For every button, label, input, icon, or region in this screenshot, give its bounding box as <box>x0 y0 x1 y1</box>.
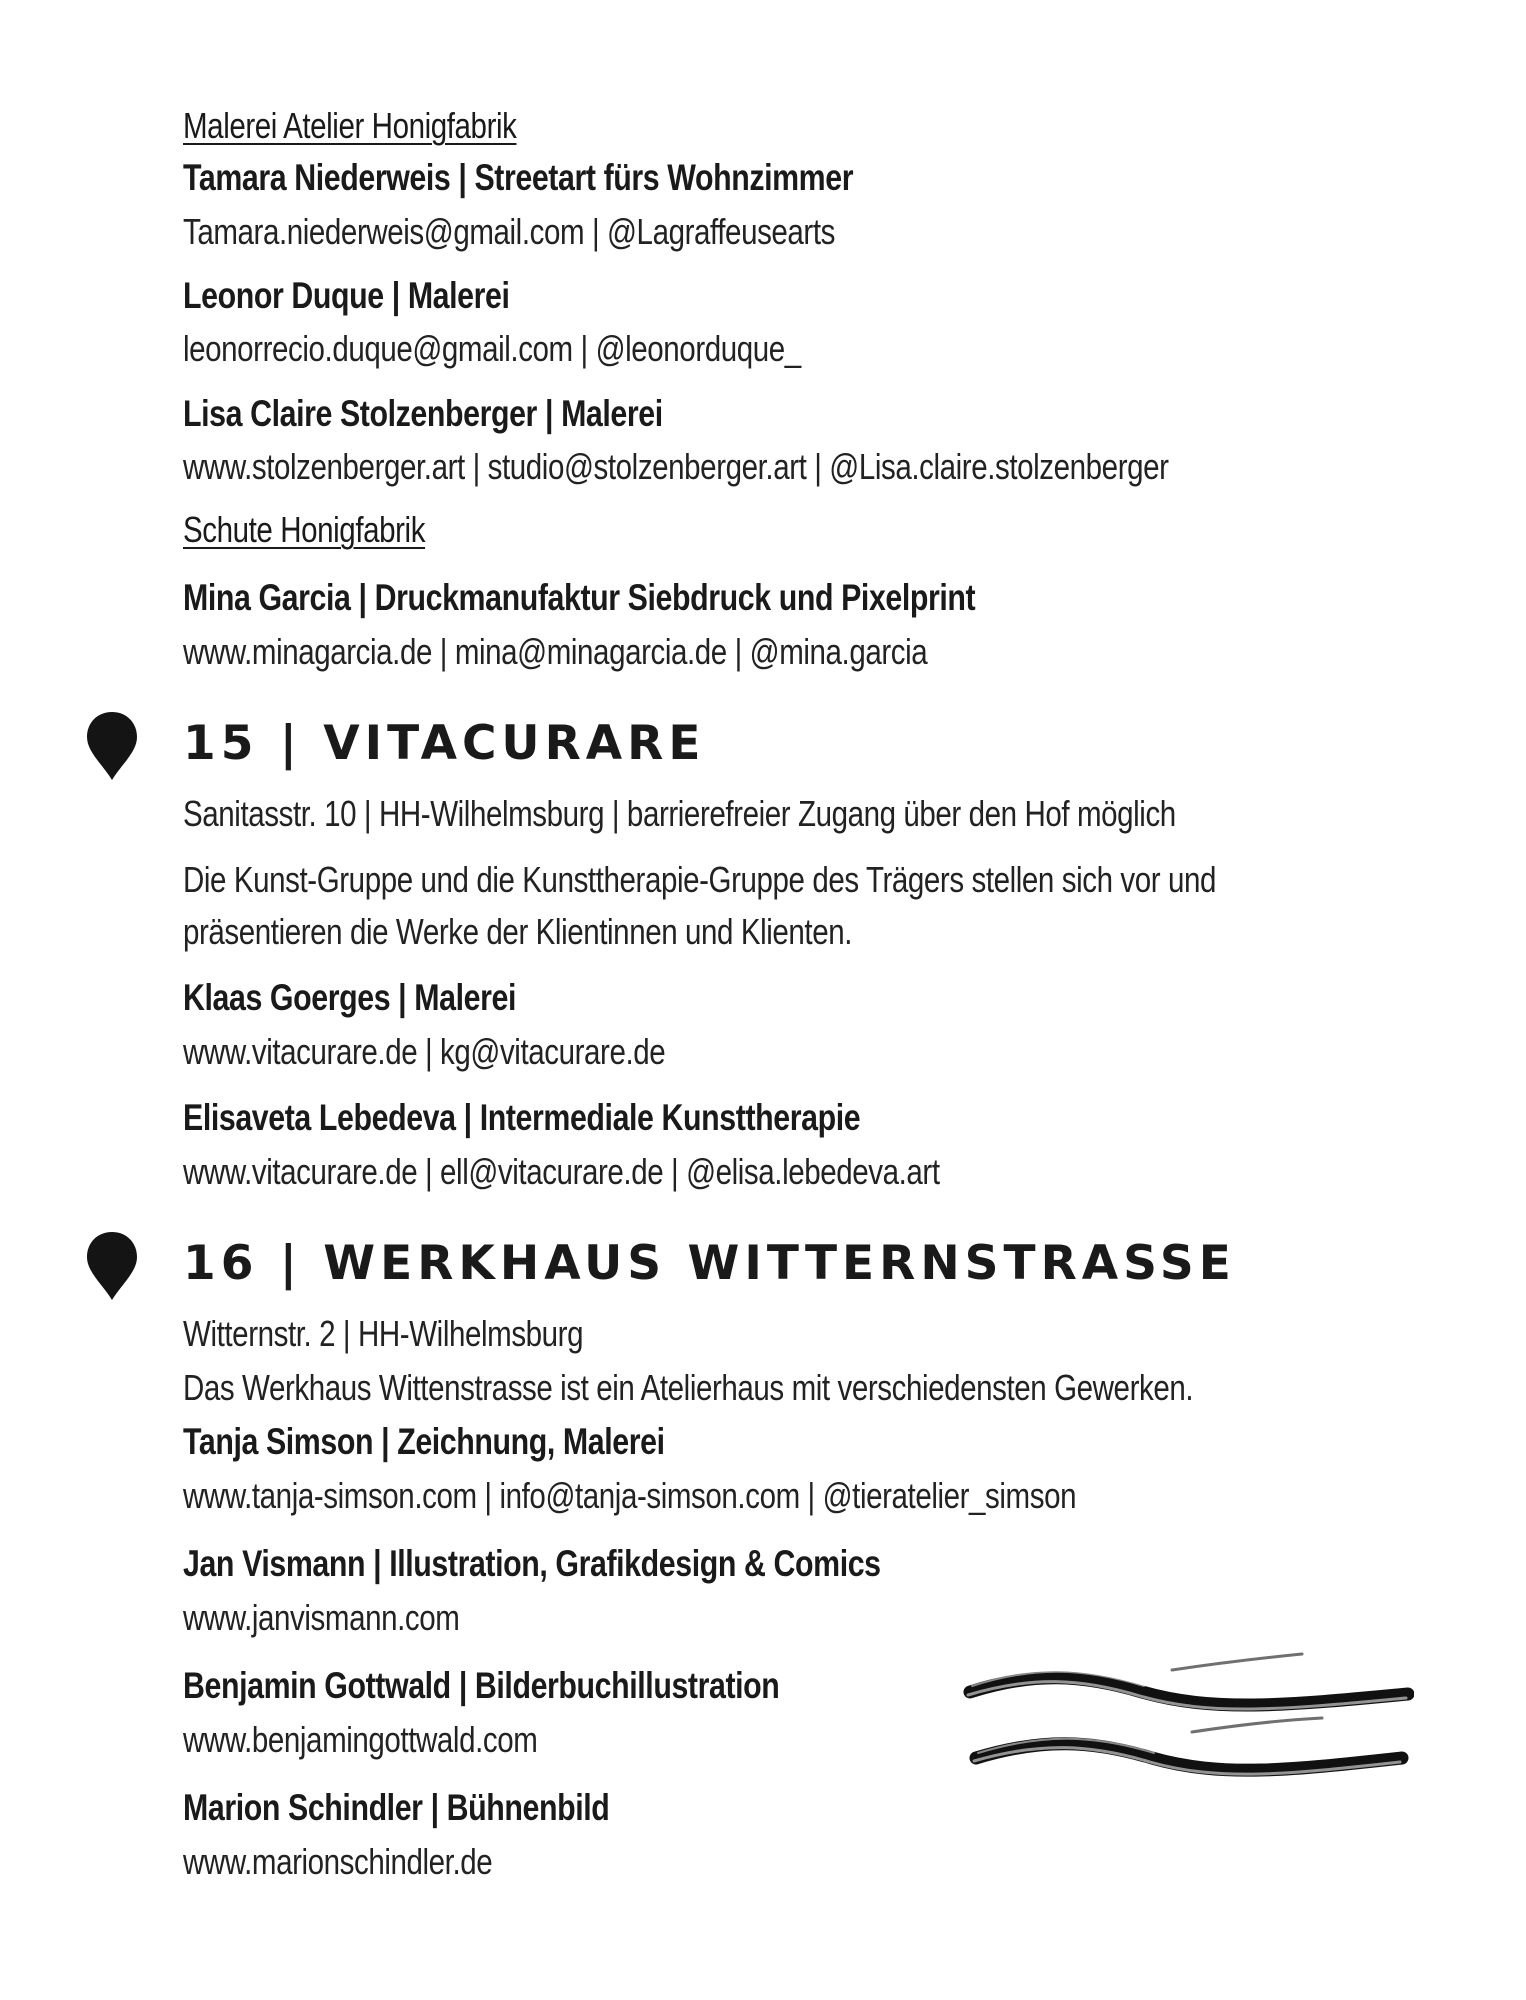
artist-name: Mina Garcia | Druckmanufaktur Siebdruck und Pixelprint <box>183 577 976 618</box>
artist-name: Elisaveta Lebedeva | Intermediale Kunsttherapie <box>183 1097 861 1138</box>
section-address: Sanitasstr. 10 | HH-Wilhelmsburg | barrierefreier Zugang über den Hof möglich <box>183 793 1176 834</box>
artist-contact: www.marionschindler.de <box>183 1841 493 1882</box>
artist-contact: www.benjamingottwald.com <box>183 1719 538 1760</box>
artist-name: Tanja Simson | Zeichnung, Malerei <box>183 1421 665 1462</box>
subheading-atelier-honigfabrik: Malerei Atelier Honigfabrik <box>183 105 517 146</box>
section-description: Das Werkhaus Wittenstrasse ist ein Atelierhaus mit verschiedensten Gewerken. <box>183 1367 1194 1408</box>
artist-contact: leonorrecio.duque@gmail.com | @leonorduque_ <box>183 328 801 369</box>
map-pin-icon <box>85 710 139 782</box>
artist-contact: www.vitacurare.de | ell@vitacurare.de | @elisa.lebedeva.art <box>183 1151 940 1192</box>
artist-contact: www.stolzenberger.art | studio@stolzenberger.art | @Lisa.claire.stolzenberger <box>183 446 1169 487</box>
section-description: Die Kunst-Gruppe und die Kunsttherapie-Gruppe des Trägers stellen sich vor und <box>183 859 1216 900</box>
artist-name: Lisa Claire Stolzenberger | Malerei <box>183 393 663 434</box>
artist-contact: www.tanja-simson.com | info@tanja-simson.com | @tieratelier_simson <box>183 1475 1077 1516</box>
section-address: Witternstr. 2 | HH-Wilhelmsburg <box>183 1313 584 1354</box>
artist-name: Jan Vismann | Illustration, Grafikdesign & Comics <box>183 1543 881 1584</box>
waves-brush-icon <box>962 1640 1414 1810</box>
section-title-15: 15 | VITACURARE <box>183 716 706 771</box>
artist-contact: www.janvismann.com <box>183 1597 460 1638</box>
section-title-16: 16 | WERKHAUS WITTERNSTRASSE <box>183 1236 1236 1291</box>
map-pin-icon <box>85 1230 139 1302</box>
artist-contact: www.vitacurare.de | kg@vitacurare.de <box>183 1031 666 1072</box>
section-description: präsentieren die Werke der Klientinnen und Klienten. <box>183 911 853 952</box>
artist-name: Tamara Niederweis | Streetart fürs Wohnzimmer <box>183 157 854 198</box>
artist-contact: www.minagarcia.de | mina@minagarcia.de | @mina.garcia <box>183 631 928 672</box>
artist-name: Klaas Goerges | Malerei <box>183 977 516 1018</box>
artist-name: Marion Schindler | Bühnenbild <box>183 1787 610 1828</box>
artist-name: Leonor Duque | Malerei <box>183 275 510 316</box>
artist-contact: Tamara.niederweis@gmail.com | @Lagraffeusearts <box>183 211 836 252</box>
artist-name: Benjamin Gottwald | Bilderbuchillustration <box>183 1665 780 1706</box>
subheading-schute-honigfabrik: Schute Honigfabrik <box>183 509 426 550</box>
